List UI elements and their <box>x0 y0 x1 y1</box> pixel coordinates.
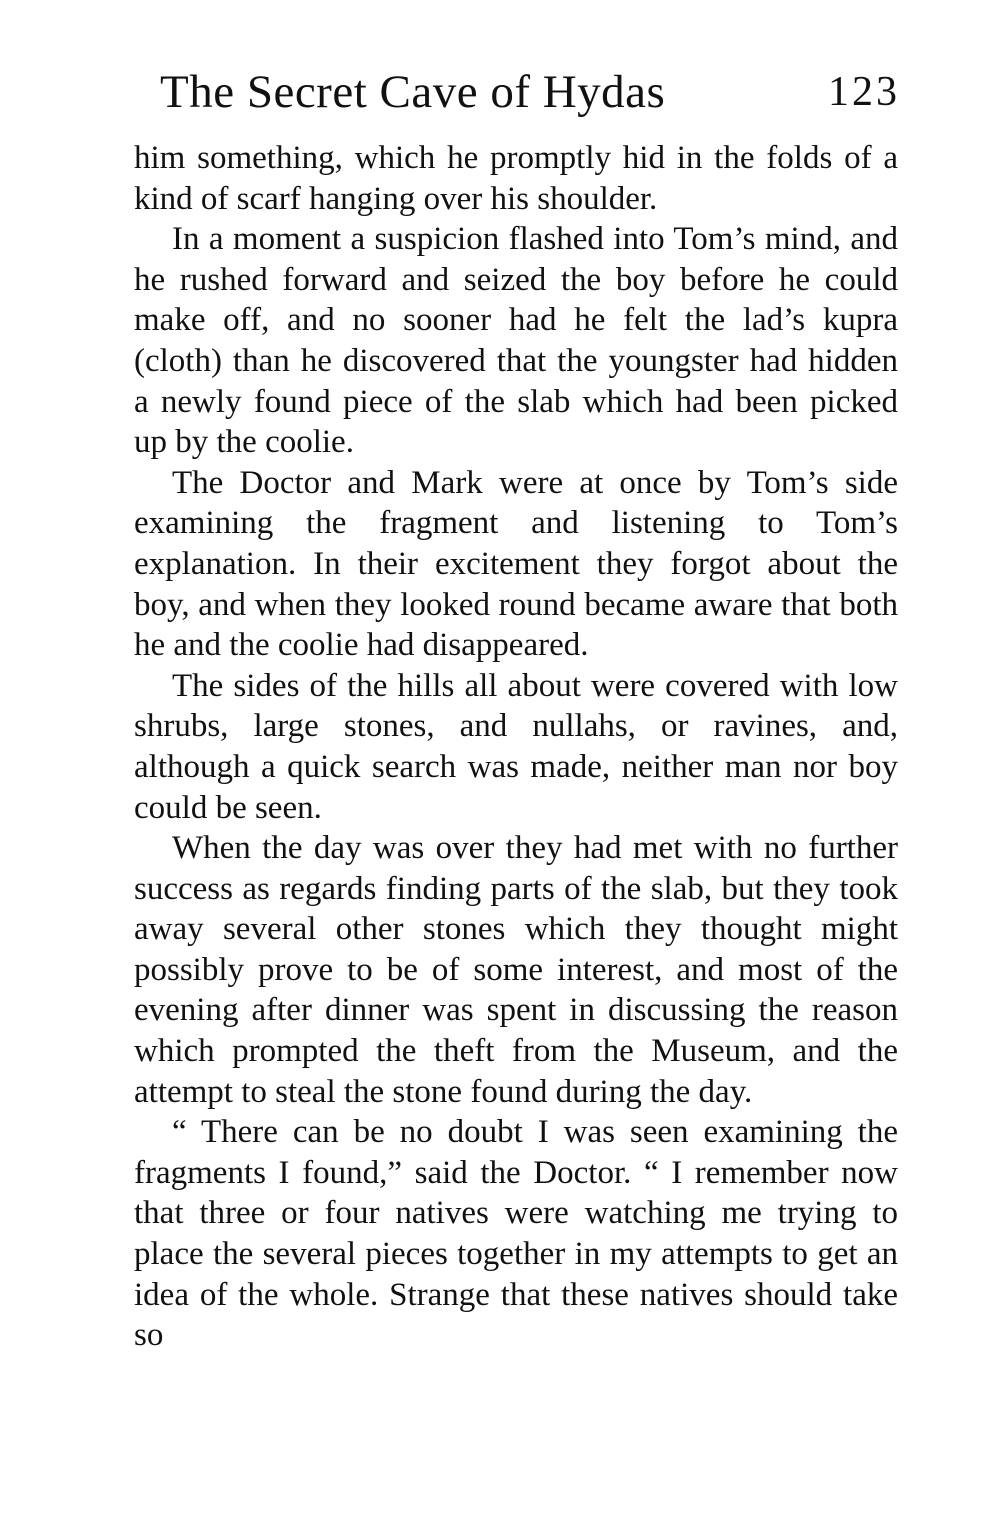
paragraph: In a moment a suspicion flashed into Tom’s mind, and he rushed forward and seized the boy before he could make off, and no sooner had he felt the lad’s kupra (cloth) than he discovered that the youngster had hidden a newly found piece of the slab which had been picked up by the coolie. <box>134 221 898 461</box>
paragraph: The Doctor and Mark were at once by Tom’s side examining the fragment and listening to Tom’s explanation. In their excitement they forgot about the boy, and when they looked round became aware that both he and the coolie had disappeared. <box>134 464 898 664</box>
running-title: The Secret Cave of Hydas <box>160 66 666 118</box>
page-number: 123 <box>828 69 900 115</box>
page-header <box>160 60 900 124</box>
paragraph: him something, which he promptly hid in the folds of a kind of scarf hanging over his shoulder. <box>134 140 898 217</box>
paragraph: The sides of the hills all about were covered with low shrubs, large stones, and nullahs, or ravines, and, although a quick search was made, neither man nor boy could be seen. <box>134 667 898 826</box>
paragraph: When the day was over they had met with no further success as regards finding parts of the slab, but they took away several other stones which they thought might possibly prove to be of some interest, and most of the evening after dinner was spent in discussing the reason which prompted the theft from the Museum, and the attempt to steal the stone found during the day. <box>134 830 898 1110</box>
body-text <box>134 138 898 1356</box>
paragraph: “ There can be no doubt I was seen examining the fragments I found,” said the Doctor. “ I remember now that three or four natives were watching me trying to place the several pieces together in my attempts to get an idea of the whole. Strange that these natives should take so <box>134 1114 898 1354</box>
